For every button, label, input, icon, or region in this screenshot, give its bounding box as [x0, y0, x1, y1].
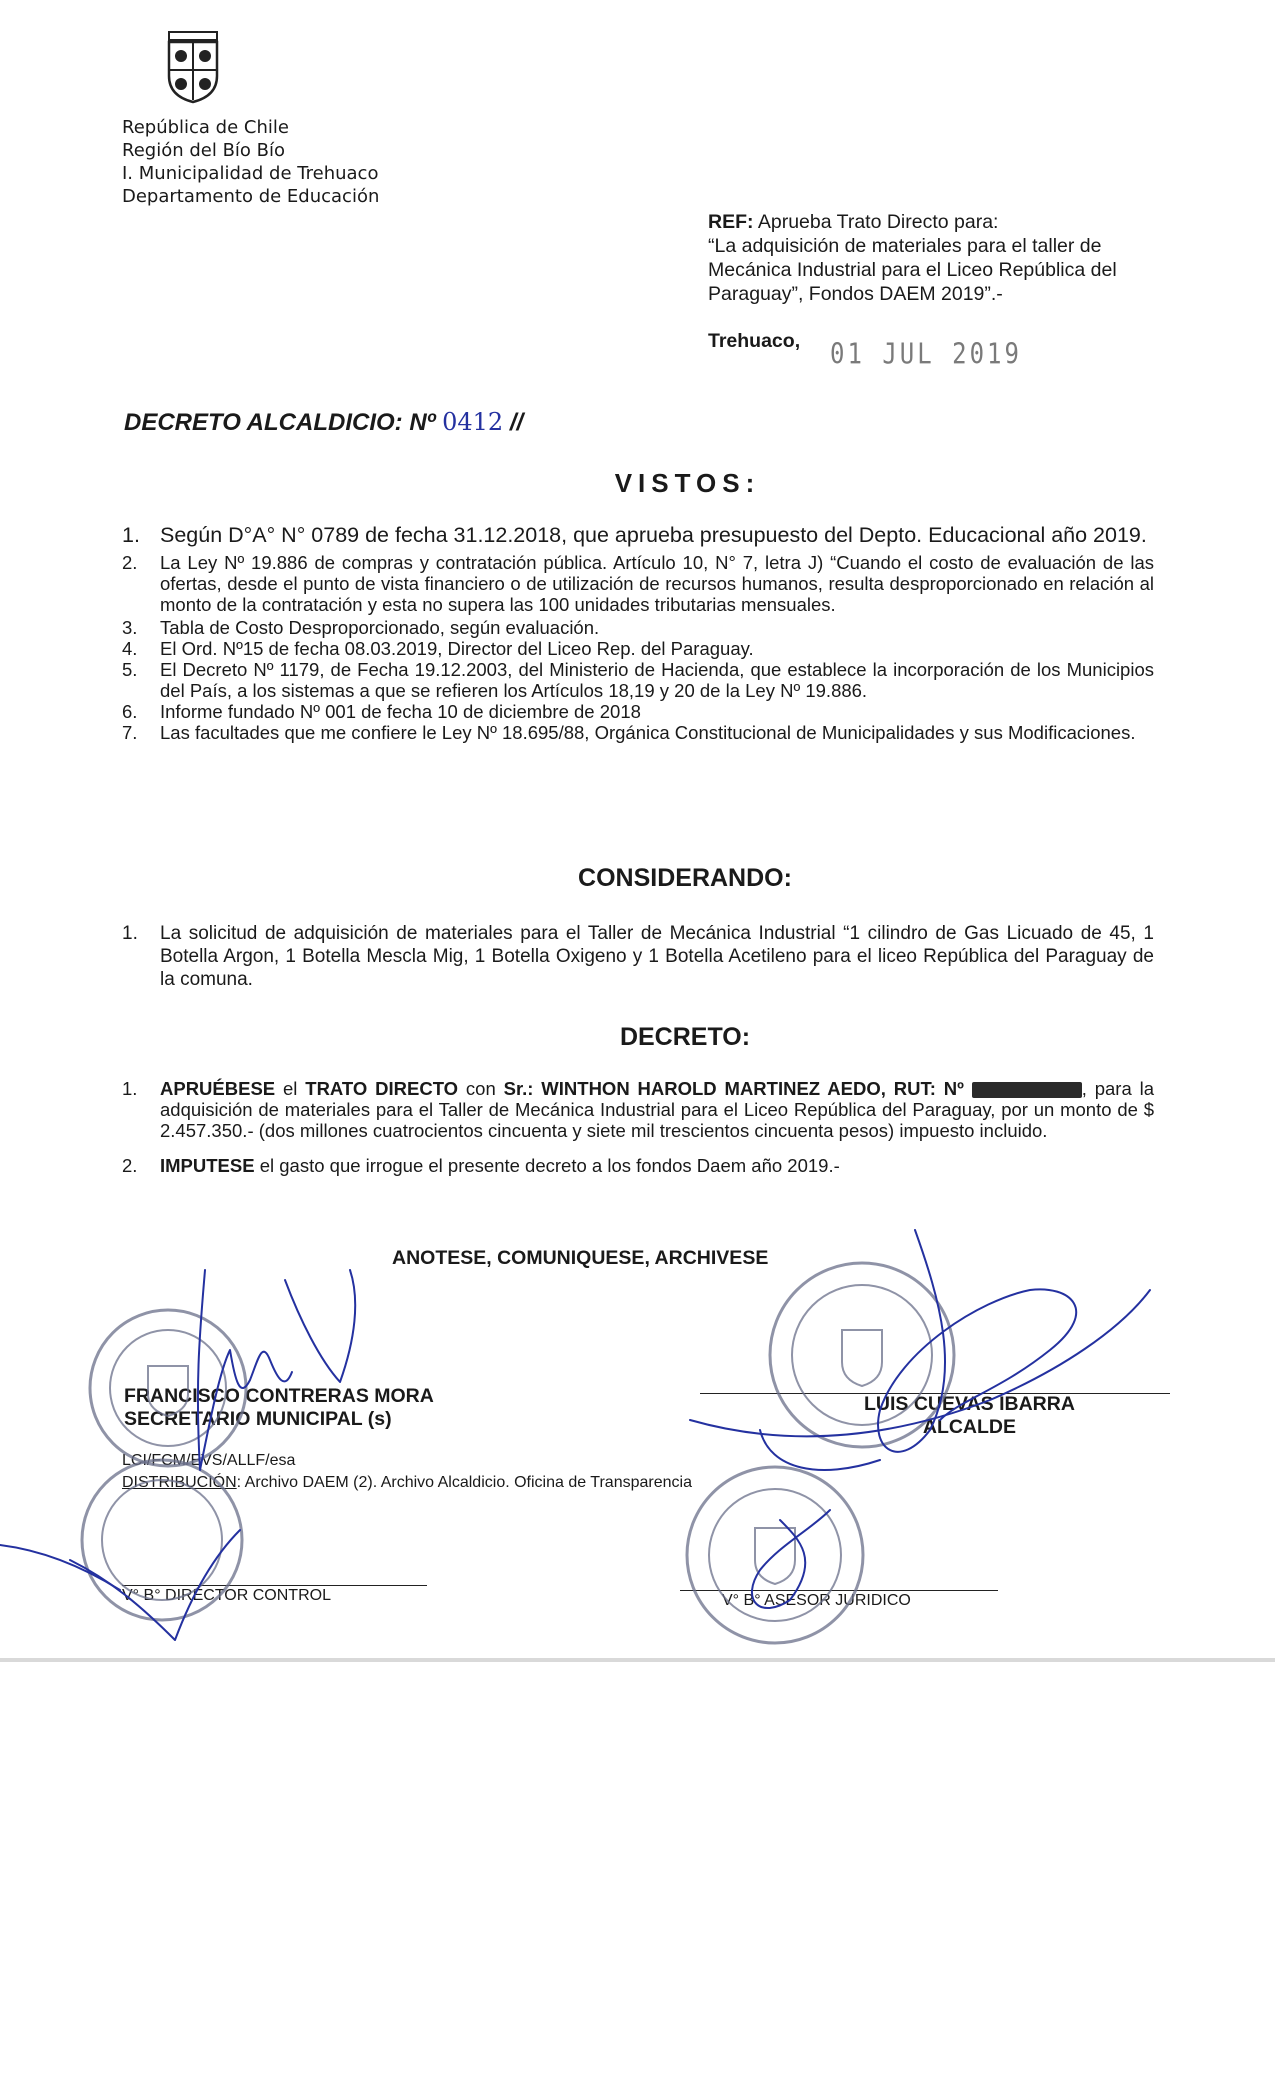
legal-approval-label: V° B° ASESOR JURIDICO: [722, 1592, 911, 1609]
closing-formula: ANOTESE, COMUNIQUESE, ARCHIVESE: [392, 1247, 769, 1269]
signer-name: LUIS CUEVAS IBARRA: [864, 1393, 1075, 1415]
header-line: República de Chile: [122, 117, 289, 138]
decree-title-label: DECRETO ALCALDICIO: Nº: [124, 409, 436, 436]
ref-line: “La adquisición de materiales para el taller de: [708, 235, 1102, 257]
considerando-heading: CONSIDERANDO:: [578, 864, 792, 892]
distribution-text: : Archivo DAEM (2). Archivo Alcaldicio. Oficina de Transparencia: [236, 1474, 692, 1491]
control-approval-label: V° B° DIRECTOR CONTROL: [122, 1587, 331, 1604]
initials-reference: LCI/FCM/EVS/ALLF/esa: [122, 1452, 296, 1469]
header-line: Departamento de Educación: [122, 186, 380, 207]
ref-label: REF:: [708, 211, 754, 233]
ref-line: Paraguay”, Fondos DAEM 2019”.-: [708, 283, 1003, 305]
list-item: 6. Informe fundado Nº 001 de fecha 10 de diciembre de 2018: [122, 701, 641, 722]
ref-line: Aprueba Trato Directo para:: [757, 211, 999, 233]
list-item: 4. El Ord. Nº15 de fecha 08.03.2019, Director del Liceo Rep. del Paraguay.: [122, 638, 754, 659]
signer-role: SECRETARIO MUNICIPAL (s): [124, 1408, 392, 1430]
list-item: 1. Según D°A° N° 0789 de fecha 31.12.2018, que aprueba presupuesto del Depto. Educacional año 2019.: [122, 523, 1147, 547]
scan-bottom-edge: [0, 1658, 1275, 1662]
list-item: 1. APRUÉBESE el TRATO DIRECTO con Sr.: WINTHON HAROLD MARTINEZ AEDO, RUT: Nº , para la adquisición de materiales para el Taller de Mecánica Industrial para el Liceo República del Paraguay, por un monto de $ 2.457.350.- (dos millones cuatrocientos cincuenta y siete mil trescientos cincuenta pesos) impuesto incluido.: [122, 1078, 1155, 1141]
municipal-seal-stamp: [90, 1310, 246, 1466]
list-item: 2. IMPUTESE el gasto que irrogue el presente decreto a los fondos Daem año 2019.-: [122, 1155, 840, 1176]
signer-role: ALCALDE: [922, 1416, 1017, 1438]
list-item: 5. El Decreto Nº 1179, de Fecha 19.12.2003, del Ministerio de Hacienda, que establece la incorporación de los Municipios del País, a los sistemas a que se refieren los Artículos 18,19 y 20 de la Ley Nº 19.886.: [122, 659, 1154, 701]
vistos-heading: VISTOS:: [614, 468, 761, 498]
header-line: I. Municipalidad de Trehuaco: [122, 163, 379, 184]
mayor-seal-stamp: [770, 1263, 954, 1447]
control-unit-stamp: [82, 1460, 242, 1620]
list-item: 2. La Ley Nº 19.886 de compras y contratación pública. Artículo 10, N° 7, letra J) “Cuando el costo de evaluación de las ofertas, desde el punto de vista financiero o de utilización de recursos humanos, resulta desproporcionado en relación al monto de la contratación y esta no supera las 100 unidades tributarias mensuales.: [122, 552, 1154, 615]
list-item: 1. La solicitud de adquisición de materiales para el Taller de Mecánica Industrial “1 cilindro de Gas Licuado de 45, 1 Botella Argon, 1 Botella Mescla Mig, 1 Botella Oxigeno y 1 Botella Acetileno para el liceo República del Paraguay de la comuna.: [122, 923, 1154, 990]
signer-name: FRANCISCO CONTRERAS MORA: [124, 1385, 434, 1407]
place-label: Trehuaco,: [708, 330, 801, 352]
list-item: 3. Tabla de Costo Desproporcionado, según evaluación.: [122, 617, 600, 638]
ref-line: Mecánica Industrial para el Liceo República del: [708, 259, 1117, 281]
decree-title-suffix: //: [509, 409, 524, 436]
decreto-heading: DECRETO:: [619, 1023, 751, 1051]
distribution-label: DISTRIBUCIÓN: [122, 1474, 237, 1491]
decree-number: 0412: [442, 408, 504, 436]
list-item: 7. Las facultades que me confiere le Ley Nº 18.695/88, Orgánica Constitucional de Municipalidades y sus Modificaciones.: [122, 722, 1136, 743]
handwritten-signatures: [0, 1230, 1150, 1640]
date-stamp: 01 JUL 2019: [830, 337, 1022, 371]
header-line: Región del Bío Bío: [122, 140, 286, 161]
